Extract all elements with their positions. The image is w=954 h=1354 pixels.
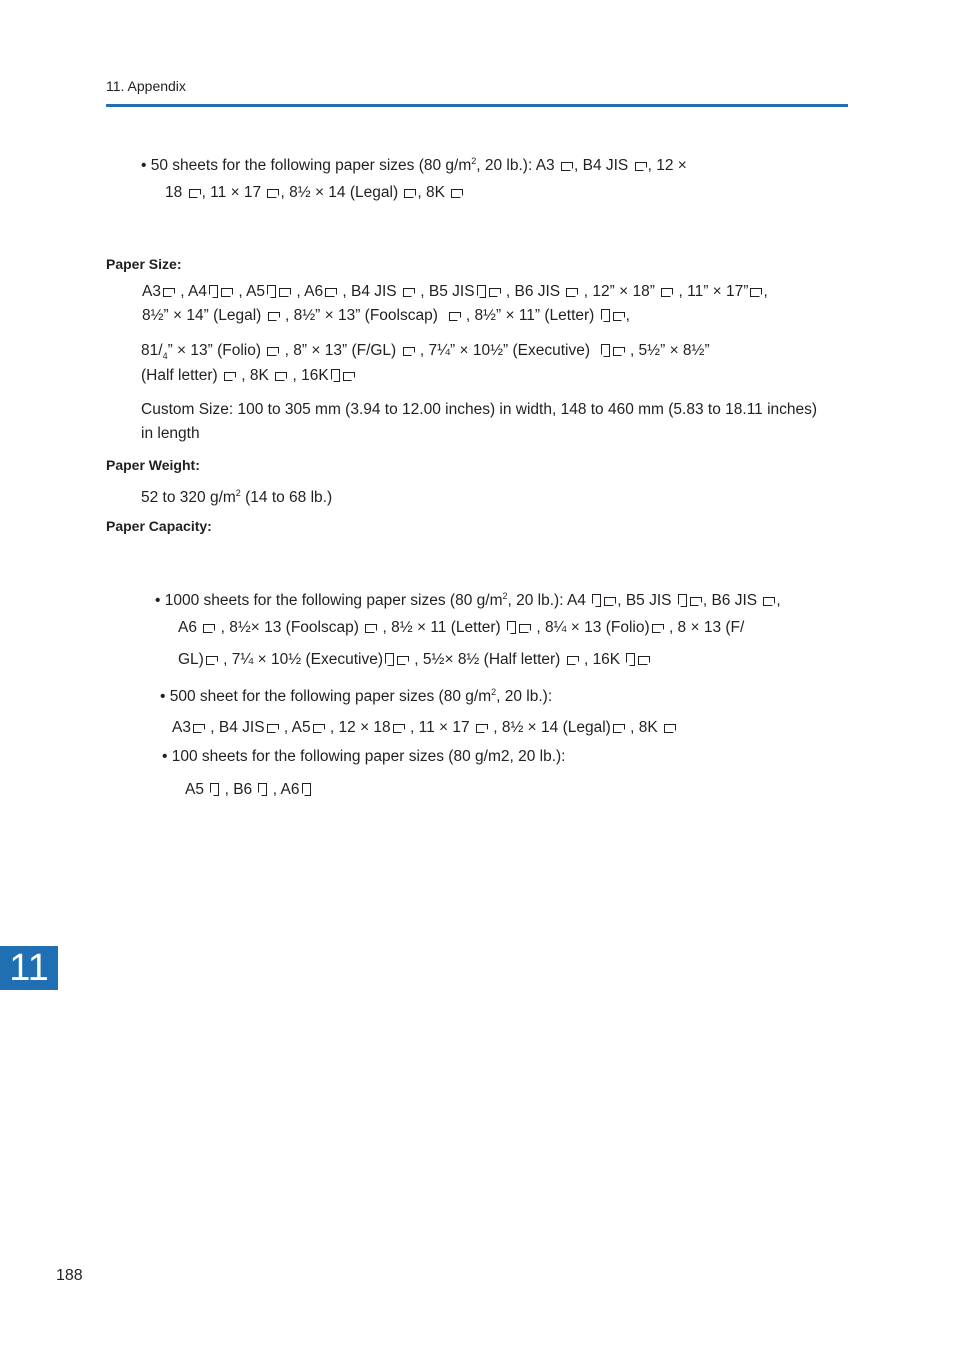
text: 18: [165, 184, 183, 201]
landscape-paper-icon: [613, 312, 625, 321]
text: , 16K: [583, 651, 621, 668]
top-bullet-line-2: [165, 183, 464, 203]
portrait-paper-icon: [331, 369, 340, 382]
text: , B4 JIS: [210, 719, 265, 736]
text: 8½” × 14” (Legal): [142, 307, 262, 324]
text: , 5½× 8½ (Half letter): [414, 651, 561, 668]
custom-size-text: Custom Size: 100 to 305 mm (3.94 to 12.00 inches) in width, 148 to 460 mm (5.83 to 18.11 inches) in length: [141, 401, 818, 442]
landscape-paper-icon: [664, 724, 676, 733]
landscape-paper-icon: [604, 597, 616, 606]
text: GL): [178, 651, 204, 668]
landscape-paper-icon: [193, 724, 205, 733]
landscape-paper-icon: [221, 288, 233, 297]
capacity-100-line-2: [185, 780, 312, 800]
text: A3: [172, 719, 191, 736]
portrait-paper-icon: [601, 309, 610, 322]
text: 52 to 320 g/m: [141, 489, 236, 507]
subscript: 4: [162, 351, 168, 362]
landscape-paper-icon: [189, 189, 201, 198]
landscape-paper-icon: [267, 189, 279, 198]
superscript: 2: [491, 687, 497, 697]
text: (14 to 68 lb.): [240, 489, 333, 507]
text: , 8½ × 14 (Legal): [280, 184, 399, 201]
text: , 8¼ × 13 (Folio): [536, 619, 650, 636]
superscript: 2: [235, 488, 241, 498]
landscape-paper-icon: [613, 724, 625, 733]
paper-size-line-1: [142, 282, 768, 302]
paper-weight-text: [141, 483, 332, 508]
landscape-paper-icon: [661, 288, 673, 297]
text: • 50 sheets for the following paper sizes (80 g/m: [141, 157, 472, 175]
text: ,: [776, 592, 781, 610]
text: , 16K: [292, 367, 329, 384]
text: , 5½” × 8½”: [629, 342, 710, 359]
landscape-paper-icon: [638, 656, 650, 665]
text: , 8K: [630, 719, 658, 736]
landscape-paper-icon: [652, 624, 664, 633]
portrait-paper-icon: [678, 594, 687, 607]
landscape-paper-icon: [489, 288, 501, 297]
capacity-500-line-1: [160, 682, 552, 707]
text: , 12 ×: [647, 157, 687, 175]
landscape-paper-icon: [325, 288, 337, 297]
landscape-paper-icon: [635, 162, 647, 171]
text: 81: [141, 342, 159, 359]
landscape-paper-icon: [279, 288, 291, 297]
text: ,: [625, 307, 630, 324]
paper-size-line-2: [142, 306, 630, 326]
capacity-1000-line-2: [178, 618, 744, 638]
text: A5: [185, 781, 204, 798]
portrait-paper-icon: [601, 344, 610, 357]
chapter-tab: 11: [0, 946, 58, 990]
text: , 20 lb.): A3: [476, 157, 555, 175]
portrait-paper-icon: [258, 783, 267, 796]
text: , B4 JIS: [574, 157, 629, 175]
portrait-paper-icon: [302, 783, 311, 796]
paper-weight-heading: Paper Weight:: [106, 457, 200, 473]
paper-size-heading: Paper Size:: [106, 256, 182, 272]
text: , 8½× 13 (Foolscap): [220, 619, 359, 636]
landscape-paper-icon: [519, 624, 531, 633]
capacity-500-line-2: [172, 718, 677, 738]
text: , 11 × 17: [409, 719, 470, 736]
text: , 12” × 18”: [583, 283, 655, 300]
portrait-paper-icon: [385, 653, 394, 666]
text: A3: [142, 283, 161, 300]
landscape-paper-icon: [404, 189, 416, 198]
text: , A5: [283, 719, 311, 736]
landscape-paper-icon: [203, 624, 215, 633]
text: , 8” × 13” (F/GL): [284, 342, 397, 359]
text: , 8½” × 13” (Foolscap): [284, 307, 438, 324]
landscape-paper-icon: [343, 372, 355, 381]
portrait-paper-icon: [507, 621, 516, 634]
text: , 8 × 13 (F/: [668, 619, 745, 636]
text: , 8½ × 11 (Letter): [382, 619, 501, 636]
paper-size-line-4: [141, 366, 356, 386]
text: , 11” × 17”: [678, 283, 749, 300]
text: , B5 JIS: [420, 283, 475, 300]
text: , B6: [224, 781, 253, 798]
top-bullet-line-1: [141, 151, 687, 176]
landscape-paper-icon: [268, 312, 280, 321]
landscape-paper-icon: [451, 189, 463, 198]
text: , A6: [272, 781, 300, 798]
header-rule: [106, 104, 848, 107]
landscape-paper-icon: [567, 656, 579, 665]
page-number: 188: [56, 1267, 83, 1284]
text: , B6 JIS: [702, 592, 758, 610]
landscape-paper-icon: [206, 656, 218, 665]
text: (Half letter): [141, 367, 218, 384]
text: ” × 13” (Folio): [167, 342, 262, 359]
text: , 20 lb.):: [496, 688, 553, 706]
portrait-paper-icon: [477, 285, 486, 298]
text: , 20 lb.): A4: [507, 592, 586, 610]
portrait-paper-icon: [209, 285, 218, 298]
text: A6: [178, 619, 197, 636]
landscape-paper-icon: [163, 288, 175, 297]
text: • 500 sheet for the following paper sizes (80 g/m: [160, 688, 492, 706]
running-header: 11. Appendix: [106, 78, 186, 94]
text: , A6: [296, 283, 324, 300]
landscape-paper-icon: [690, 597, 702, 606]
landscape-paper-icon: [397, 656, 409, 665]
text: , B5 JIS: [617, 592, 672, 610]
text: , 7¼ × 10½ (Executive): [223, 651, 383, 668]
text: , 8K: [417, 184, 445, 201]
text: , A4: [180, 283, 207, 300]
landscape-paper-icon: [224, 372, 236, 381]
text: , B4 JIS: [342, 283, 397, 300]
text: • 1000 sheets for the following paper sizes (80 g/m: [155, 592, 503, 610]
text: , 8½” × 11” (Letter): [465, 307, 595, 324]
landscape-paper-icon: [403, 288, 415, 297]
portrait-paper-icon: [267, 285, 276, 298]
landscape-paper-icon: [449, 312, 461, 321]
text: ,: [763, 283, 768, 300]
text: , 11 × 17: [201, 184, 262, 201]
superscript: 2: [502, 591, 508, 601]
text: , 8K: [241, 367, 269, 384]
landscape-paper-icon: [403, 347, 415, 356]
paper-capacity-heading: Paper Capacity:: [106, 518, 212, 534]
portrait-paper-icon: [592, 594, 601, 607]
portrait-paper-icon: [626, 653, 635, 666]
paper-size-line-3: $81/_4$” × 13” (Folio) , 8” × 13” (F/GL) , 7¼” × 10½” (Executive) , 5½” × 8½”: [141, 342, 710, 362]
capacity-100-line-1: • 100 sheets for the following paper sizes (80 g/m2, 20 lb.):: [162, 748, 566, 765]
text: , 12 × 18: [329, 719, 391, 736]
text: , 7¼” × 10½” (Executive): [419, 342, 590, 359]
landscape-paper-icon: [763, 597, 775, 606]
portrait-paper-icon: [210, 783, 219, 796]
landscape-paper-icon: [566, 288, 578, 297]
landscape-paper-icon: [275, 372, 287, 381]
text: , B6 JIS: [505, 283, 561, 300]
capacity-1000-line-1: [155, 586, 781, 611]
capacity-1000-line-3: [178, 650, 651, 670]
landscape-paper-icon: [561, 162, 573, 171]
text: , A5: [238, 283, 266, 300]
text: , 8½ × 14 (Legal): [493, 719, 611, 736]
landscape-paper-icon: [613, 347, 625, 356]
landscape-paper-icon: [393, 724, 405, 733]
landscape-paper-icon: [267, 347, 279, 356]
landscape-paper-icon: [267, 724, 279, 733]
superscript: 2: [471, 156, 477, 166]
landscape-paper-icon: [750, 288, 762, 297]
landscape-paper-icon: [365, 624, 377, 633]
landscape-paper-icon: [313, 724, 325, 733]
landscape-paper-icon: [476, 724, 488, 733]
